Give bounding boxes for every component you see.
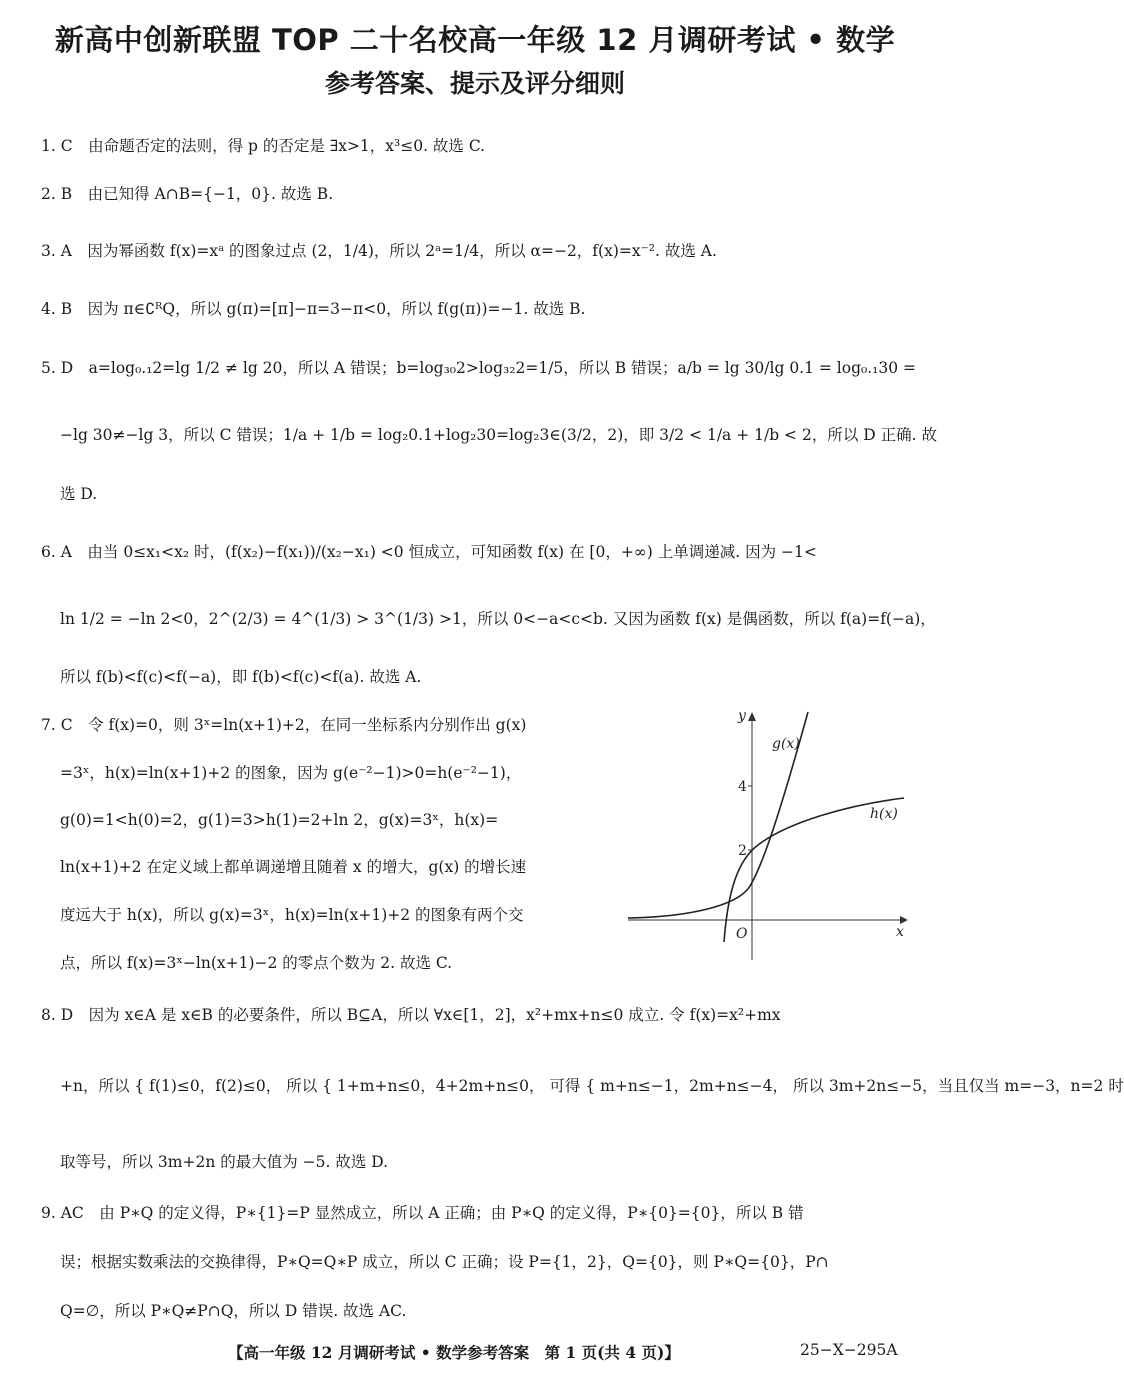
answer-7-line-5: 度远大于 h(x)，所以 g(x)=3ˣ，h(x)=ln(x+1)+2 的图象有两个交 [60,906,524,924]
answer-8-line-3: 取等号，所以 3m+2n 的最大值为 −5. 故选 D. [60,1153,389,1171]
answer-9-line-1: 9. AC 由 P∗Q 的定义得，P∗{1}=P 显然成立，所以 A 正确；由 P∗Q 的定义得，P∗{0}={0}，所以 B 错 [41,1204,804,1222]
page-subtitle: 参考答案、提示及评分细则 [324,69,625,98]
y-axis-arrow-icon [748,712,756,721]
document-code: 25−X−295A [800,1341,898,1359]
answer-8-line-2: +n，所以 { f(1)≤0，f(2)≤0， 所以 { 1+m+n≤0，4+2m+n≤0， 可得 { m+n≤−1，2m+n≤−4， 所以 3m+2n≤−5，当且仅当 m=−3，n=2 时 [60,1077,1124,1095]
answer-2: 2. B 由已知得 A∩B={−1，0}. 故选 B. [41,185,334,203]
h-curve-label: h(x) [870,806,898,822]
x-axis-label: x [896,924,904,940]
answer-5-line-2: −lg 30≠−lg 3，所以 C 错误；1/a + 1/b = log₂0.1+log₂30=log₂3∈(3/2，2)，即 3/2 < 1/a + 1/b < 2，所以 D 正确. 故 [60,426,937,444]
x-axis-arrow-icon [900,916,908,924]
answer-7-line-3: g(0)=1<h(0)=2，g(1)=3>h(1)=2+ln 2，g(x)=3ˣ，h(x)= [60,811,499,829]
answer-6-line-2: ln 1/2 = −ln 2<0，2^(2/3) = 4^(1/3) > 3^(1/3) >1，所以 0<−a<c<b. 又因为函数 f(x) 是偶函数，所以 f(a)=f(−a)， [60,610,936,628]
answer-4: 4. B 因为 π∈∁ᴿQ，所以 g(π)=[π]−π=3−π<0，所以 f(g(π))=−1. 故选 B. [41,300,586,318]
answer-3: 3. A 因为幂函数 f(x)=xᵃ 的图象过点 (2，1/4)，所以 2ᵃ=1/4，所以 α=−2，f(x)=x⁻². 故选 A. [41,242,717,260]
answer-7-line-4: ln(x+1)+2 在定义域上都单调递增且随着 x 的增大，g(x) 的增长速 [60,858,527,876]
answer-6-line-3: 所以 f(b)<f(c)<f(−a)，即 f(b)<f(c)<f(a). 故选 A. [60,668,422,686]
answer-9-line-3: Q=∅，所以 P∗Q≠P∩Q，所以 D 错误. 故选 AC. [60,1302,407,1320]
g-curve-label: g(x) [772,736,800,752]
answer-7-line-2: =3ˣ，h(x)=ln(x+1)+2 的图象，因为 g(e⁻²−1)>0=h(e⁻²−1)， [60,764,522,782]
answer-5-line-3: 选 D. [60,485,98,503]
answer-9-line-2: 误；根据实数乘法的交换律得，P∗Q=Q∗P 成立，所以 C 正确；设 P={1，2}，Q={0}，则 P∗Q={0}，P∩ [60,1253,829,1271]
answer-1: 1. C 由命题否定的法则，得 p 的否定是 ∃x>1，x³≤0. 故选 C. [41,137,486,155]
answer-6-line-1: 6. A 由当 0≤x₁<x₂ 时，(f(x₂)−f(x₁))/(x₂−x₁) <0 恒成立，可知函数 f(x) 在 [0，+∞) 上单调递减. 因为 −1< [41,543,817,561]
tick-4-label: 4 [738,779,747,795]
page-title: 新高中创新联盟 TOP 二十名校高一年级 12 月调研考试 • 数学 [54,23,896,57]
origin-label: O [736,926,748,942]
answer-7-line-6: 点，所以 f(x)=3ˣ−ln(x+1)−2 的零点个数为 2. 故选 C. [60,954,453,972]
answer-5-line-1: 5. D a=log₀.₁2=lg 1/2 ≠ lg 20，所以 A 错误；b=log₃₀2>log₃₂2=1/5，所以 B 错误；a/b = lg 30/lg 0.1 = log₀.₁30 = [41,359,917,377]
function-graph-figure [628,710,910,962]
answer-8-line-1: 8. D 因为 x∈A 是 x∈B 的必要条件，所以 B⊆A，所以 ∀x∈[1，2]，x²+mx+n≤0 成立. 令 f(x)=x²+mx [41,1006,781,1024]
y-axis-label: y [738,708,746,724]
answer-7-line-1: 7. C 令 f(x)=0，则 3ˣ=ln(x+1)+2，在同一坐标系内分别作出 g(x) [41,716,527,734]
page-footer: 【高一年级 12 月调研考试 • 数学参考答案 第 1 页(共 4 页)】 [228,1343,680,1362]
tick-2-label: 2 [738,843,747,859]
